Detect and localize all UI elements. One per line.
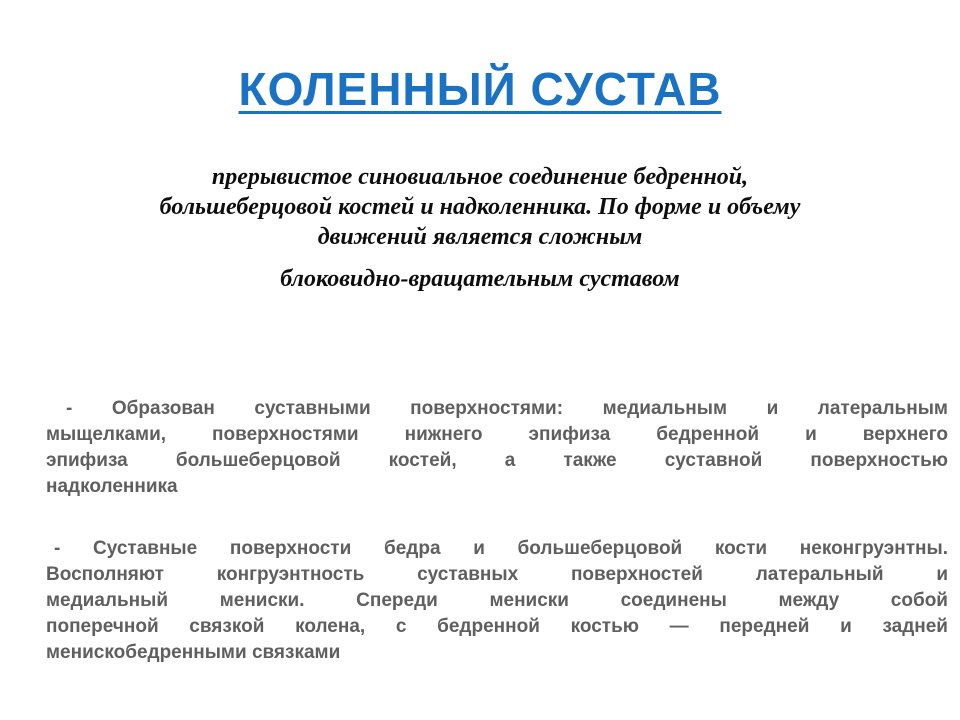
paragraph-line: надколенника xyxy=(46,476,178,497)
paragraph-surfaces xyxy=(46,396,948,500)
definition-text xyxy=(20,162,940,294)
slide-title: КОЛЕННЫЙ СУСТАВ xyxy=(238,63,722,115)
paragraph-line: Восполняют конгруэнтность суставных поверхностей латеральный и xyxy=(46,564,948,585)
paragraph-line: медиальный мениски. Спереди мениски соединены между собой xyxy=(46,590,948,611)
definition-line: движений является сложным xyxy=(317,224,643,250)
paragraph-line: менискобедренными связками xyxy=(46,642,341,663)
paragraph-line: - Суставные поверхности бедра и большеберцовой кости неконгруэнтны. xyxy=(54,538,948,559)
definition-line: прерывистое синовиальное соединение бедренной, xyxy=(211,164,749,190)
paragraph-line: поперечной связкой колена, с бедренной костью — передней и задней xyxy=(46,616,948,637)
definition-line: большеберцовой костей и надколенника. По форме и объему xyxy=(159,194,801,220)
paragraph-line: - Образован суставными поверхностями: медиальным и латеральным xyxy=(66,398,948,419)
paragraph-line: мыщелками, поверхностями нижнего эпифиза бедренной и верхнего xyxy=(46,424,948,445)
paragraph-line: эпифиза большеберцовой костей, а также суставной поверхностью xyxy=(46,450,948,471)
paragraph-menisci xyxy=(46,536,948,666)
definition-line: блоковидно-вращательным суставом xyxy=(280,266,680,292)
